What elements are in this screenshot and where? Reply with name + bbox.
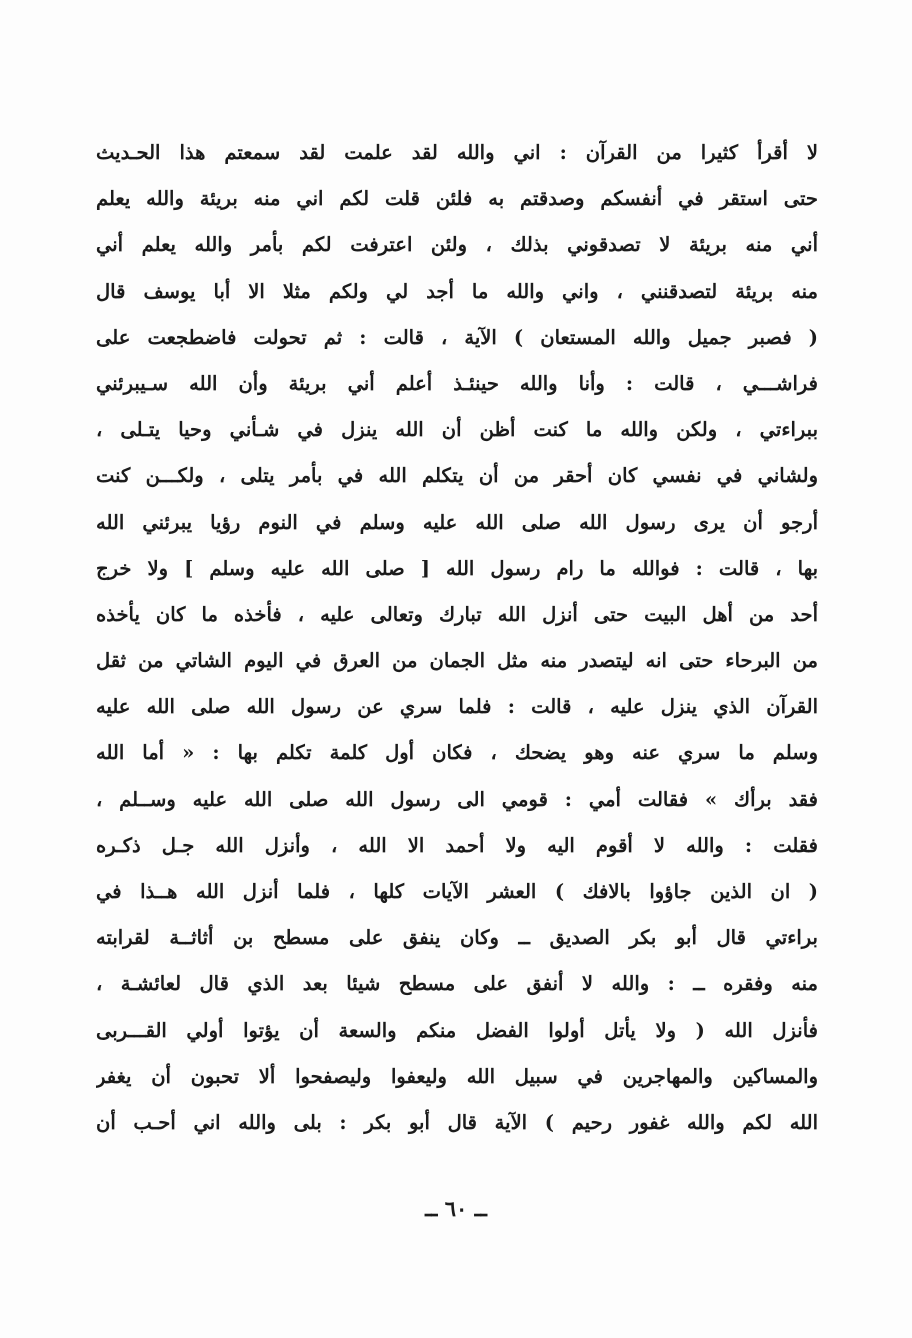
text-line: فقد برأك » فقالت أمي : قومي الى رسول الله صلى الله عليه وســلم ، <box>96 787 818 811</box>
text-line: والمساكين والمهاجرين في سبيل الله وليعفوا وليصفحوا ألا تحبون أن يغفر <box>96 1064 818 1088</box>
text-line: أني منه بريئة لا تصدقوني بذلك ، ولئن اعترفت لكم بأمر والله يعلم أني <box>96 233 818 257</box>
text-line: منه وفقره ــ : والله لا أنفق على مسطح شيئا بعد الذي قال لعائشـة ، <box>96 972 818 996</box>
text-line: وسلم ما سري عنه وهو يضحك ، فكان أول كلمة تكلم بها : « أما الله <box>96 741 818 765</box>
body-text <box>96 130 818 1146</box>
text-line: أرجو أن يرى رسول الله صلى الله عليه وسلم في النوم رؤيا يبرئني الله <box>96 510 818 534</box>
text-line: ولشاني في نفسي كان أحقر من أن يتكلم الله في بأمر يتلى ، ولكـــن كنت <box>96 464 818 488</box>
text-line: فراشـــي ، قالت : وأنا والله حينئـذ أعلم أني بريئة وأن الله سـيبرئني <box>96 371 818 395</box>
text-line: ( ان الذين جاؤوا بالافك ) العشر الآيات كلها ، فلما أنزل الله هــذا في <box>96 880 818 903</box>
text-line: ببراءتي ، ولكن والله ما كنت أظن أن الله ينزل في شـأني وحيا يتـلى ، <box>96 418 818 442</box>
text-line: من البرحاء حتى انه ليتصدر منه مثل الجمان من العرق في اليوم الشاتي من ثقل <box>96 649 818 673</box>
text-line: فقلت : والله لا أقوم اليه ولا أحمد الا الله ، وأنزل الله جـل ذكـره <box>96 833 818 857</box>
text-line: فأنزل الله ( ولا يأتل أولوا الفضل منكم والسعة أن يؤتوا أولي القـــربى <box>96 1018 818 1042</box>
page-number: ــ ٦٠ ــ <box>425 1196 487 1221</box>
text-line: الله لكم والله غفور رحيم ) الآية قال أبو بكر : بلى والله اني أحـب أن <box>96 1110 818 1134</box>
text-line: بها ، قالت : فوالله ما رام رسول الله [ صلى الله عليه وسلم ] ولا خرج <box>96 556 818 580</box>
text-line: منه بريئة لتصدقنني ، واني والله ما أجد لي ولكم مثلا الا أبا يوسف قال <box>96 279 818 303</box>
text-line: القرآن الذي ينزل عليه ، قالت : فلما سري عن رسول الله صلى الله عليه <box>96 695 818 719</box>
text-line: ( فصبر جميل والله المستعان ) الآية ، قالت : ثم تحولت فاضطجعت على <box>96 325 818 349</box>
text-line: لا أقرأ كثيرا من القرآن : اني والله لقد علمت لقد سمعتم هذا الحـديث <box>96 141 818 164</box>
text-line: براءتي قال أبو بكر الصديق ــ وكان ينفق على مسطح بن أثاثــة لقرابته <box>96 926 818 950</box>
text-line: أحد من أهل البيت حتى أنزل الله تبارك وتعالى عليه ، فأخذه ما كان يأخذه <box>96 602 818 626</box>
text-line: حتى استقر في أنفسكم وصدقتم به فلئن قلت لكم اني منه بريئة والله يعلم <box>96 187 818 211</box>
